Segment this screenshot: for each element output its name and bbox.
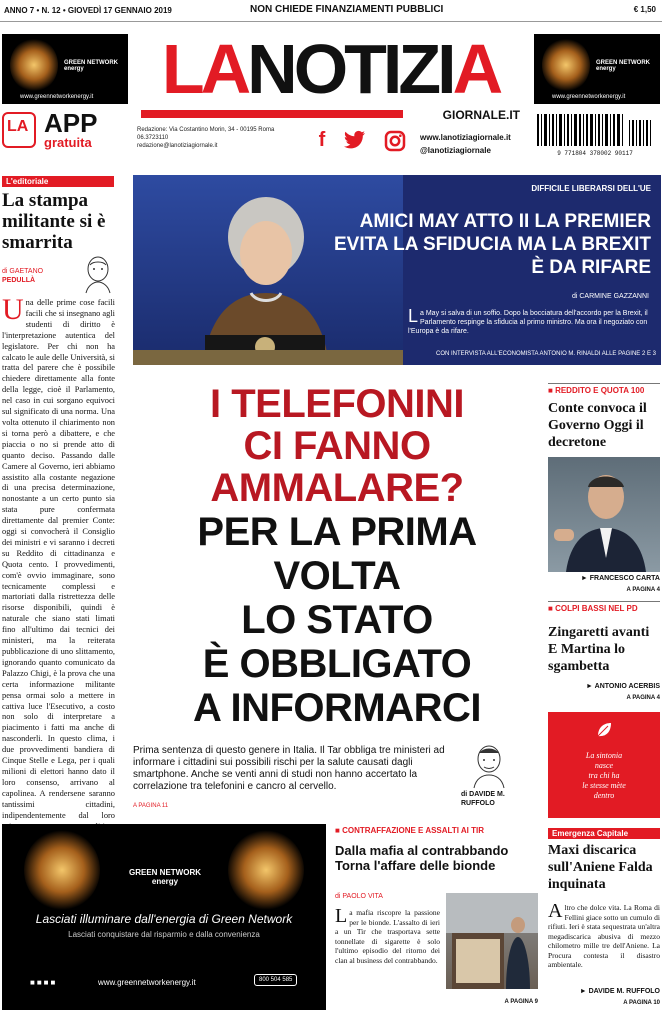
pd-title[interactable]: Zingaretti avanti E Martina lo sgambetta bbox=[548, 625, 650, 674]
bulb-icon bbox=[10, 38, 58, 92]
site-url[interactable]: www.lanotiziagiornale.it bbox=[420, 133, 511, 142]
bulb-icon bbox=[228, 830, 304, 910]
mafia-title[interactable]: Dalla mafia al contrabbando Torna l'affare delle bionde bbox=[335, 843, 509, 873]
ad-subtitle: Lasciati conquistare dal risparmio e dalla convenienza bbox=[68, 930, 260, 939]
mafia-author: di PAOLO VITA bbox=[335, 893, 383, 900]
promo-box[interactable]: La sintonia nasce tra chi ha le stesse mète dentro bbox=[548, 712, 660, 818]
may-story-block[interactable] bbox=[133, 175, 661, 365]
newspaper-logo[interactable]: LANOTIZIA bbox=[161, 30, 500, 108]
ad-brand: GREEN NETWORK energy bbox=[129, 868, 201, 886]
author-portrait bbox=[82, 255, 114, 293]
mafia-page[interactable]: A PAGINA 9 bbox=[504, 999, 538, 1005]
redazione-info: Redazione: Via Costantino Morin, 34 - 00195 Roma 06.3723110 redazione@lanotiziagiornale.it bbox=[137, 127, 275, 149]
twitter-icon[interactable] bbox=[344, 130, 364, 150]
conte-title[interactable]: Conte convoca il Governo Oggi il decretone bbox=[548, 401, 647, 450]
ad-brand: GREEN NETWORK energy bbox=[596, 60, 650, 72]
divider bbox=[548, 383, 660, 384]
ad-url: www.greennetworkenergy.it bbox=[98, 978, 196, 987]
main-author: di DAVIDE M. RUFFOLO bbox=[461, 791, 505, 807]
app-logo[interactable]: LA bbox=[2, 112, 36, 148]
barcode-numbers: 9 771804 378002 90117 bbox=[557, 150, 633, 157]
aniene-page[interactable]: A PAGINA 10 bbox=[623, 1000, 660, 1006]
issue-info: ANNO 7 • N. 12 • GIOVEDÌ 17 GENNAIO 2019 bbox=[4, 6, 172, 15]
conte-kicker: ■ REDDITO E QUOTA 100 bbox=[548, 386, 660, 395]
right-top-ad[interactable] bbox=[534, 34, 660, 104]
leaf-icon bbox=[548, 712, 660, 743]
may-description: La May si salva di un soffio. Dopo la bocciatura dell'accordo per la Brexit, il Parlamento respinge la sfiducia al primo ministro. Ma ora il negoziato con l'Europa è da rifare. bbox=[408, 306, 648, 335]
masthead bbox=[137, 30, 524, 122]
may-byline: di CARMINE GAZZANNI bbox=[571, 293, 649, 300]
may-footer: CON INTERVISTA ALL'ECONOMISTA ANTONIO M. RINALDI ALLE PAGINE 2 E 3 bbox=[436, 351, 656, 357]
author-portrait bbox=[468, 742, 510, 788]
bottom-ad[interactable] bbox=[2, 824, 326, 1010]
app-label[interactable]: APP gratuita bbox=[44, 108, 98, 150]
aniene-byline: ► DAVIDE M. RUFFOLO bbox=[579, 988, 660, 995]
barcode bbox=[533, 112, 657, 157]
divider bbox=[548, 601, 660, 602]
aniene-kicker: Emergenza Capitale bbox=[548, 828, 660, 839]
may-kicker: DIFFICILE LIBERARSI DELL'UE bbox=[531, 184, 651, 193]
may-headline[interactable]: AMICI MAY ATTO II LA PREMIER EVITA LA SFIDUCIA MA LA BREXIT È DA RIFARE bbox=[333, 211, 651, 278]
mafia-body: La mafia riscopre la passione per le bionde. L'assalto di ieri a un Tir che trasportava sette tonnellate di sigarette è solo l'ultimo episodio del ritorno dei clan al business del contrabbando. bbox=[335, 905, 440, 965]
editoriale-body: Una delle prime cose facili facili che si insegnano agli studenti di diritto è l'interpretazione autentica del legislatore. Per chi non ha calcato le aule delle Università, si tratta del parere che è possibile chiedere direttamente alla fonte della legge, cioè il Parlamento, nel caso in cui sorgano equivoci sul significato di una norma. Una volta ottenuto il chiarimento non si torna però a dibattere, e che piaccia o no si prende atto di quanto deciso. Passando dalle Camere al Governo, ieri abbiamo assistito alla costante negazione di una precisa determinazione, nonostante a un certo punto sia stata pure confermata direttamente dal premier Conte: oggi si convocherà il Consiglio dei ministri e vi saranno i decreti su Reddito di cittadinanza e Quota cento. I provvedimenti, com'è ovvio immaginare, sono tecnicamente complessi e martoriati dalla ristrettezza delle risorse disponibili, quindi è naturale che siano stati limati fino all'ultimo dai tecnici dei ministeri, ma la reiterata pubblicazione di uno slittamento, ignorando quanto comunicato da Palazzo Chigi, è la prova che una certa informazione militante pensa ormai solo a mettere in cattiva luce l'Esecutivo, a costo non solo di interpretare a piacimento i fatti ma anche di nasconderli. In questo clima, i due provvedimenti bandiera di Cinque Stelle e Lega, per i quali milioni di elettori hanno dato il loro consenso, arrivano al capolinea. A rendersene saranno tantissimi cittadini, indipendentemente dal loro bbox=[2, 293, 116, 820]
aniene-body: Altro che dolce vita. La Roma di Fellini giace sotto un cumulo di rifiuti. Ieri è stata sequestrata un'altra megadiscarica abusiva di mezzo chilometro mille tre dell'Aniene. La Procura contesta il disastro ambientale. bbox=[548, 900, 660, 969]
pd-byline: ► ANTONIO ACERBIS bbox=[586, 683, 660, 690]
main-page-ref[interactable]: A PAGINA 11 bbox=[133, 803, 169, 809]
main-headline-red[interactable]: I TELEFONINI CI FANNO AMMALARE? bbox=[210, 382, 464, 510]
instagram-icon[interactable] bbox=[384, 130, 404, 150]
editoriale-kicker: L'editoriale bbox=[2, 176, 114, 187]
conte-page[interactable]: A PAGINA 4 bbox=[626, 587, 660, 593]
mafia-kicker: ■ CONTRAFFAZIONE E ASSALTI AI TIR bbox=[335, 826, 484, 835]
twitter-handle[interactable]: @lanotiziagiornale bbox=[420, 146, 491, 155]
bulb-icon bbox=[542, 38, 590, 92]
giornale-label: GIORNALE.IT bbox=[442, 108, 520, 122]
site-links bbox=[420, 131, 511, 157]
mafia-photo bbox=[446, 893, 538, 989]
ad-tagline: Lasciati illuminare dall'energia di Green Network bbox=[35, 912, 293, 926]
bulb-icon bbox=[24, 830, 100, 910]
ad-url: www.greennetworkenergy.it bbox=[20, 94, 94, 100]
facebook-icon[interactable]: f bbox=[318, 129, 326, 151]
ad-phone: 800 504 585 bbox=[254, 974, 297, 986]
pd-page[interactable]: A PAGINA 4 bbox=[626, 695, 660, 701]
editoriale-author-by: di GAETANO bbox=[2, 268, 44, 275]
pd-kicker: ■ COLPI BASSI NEL PD bbox=[548, 604, 660, 613]
ad-url: www.greennetworkenergy.it bbox=[552, 94, 626, 100]
social-icons: ■■■■ bbox=[30, 978, 58, 987]
left-top-ad[interactable] bbox=[2, 34, 128, 104]
tagline: NON CHIEDE FINANZIAMENTI PUBBLICI bbox=[250, 4, 444, 15]
editoriale-author-name: PEDULLÀ bbox=[2, 277, 36, 284]
main-summary: Prima sentenza di questo genere in Italia. Il Tar obbliga tre ministeri ad informare i cittadini sui possibili rischi per la salute causati dagli smartphone. Anche se venti anni di studi non hanno accertato la correlazione tra telefonini e cancro al cervello. bbox=[133, 745, 445, 792]
editoriale-title[interactable]: La stampa militante si è smarrita bbox=[2, 190, 106, 253]
price: € 1,50 bbox=[633, 5, 656, 14]
ad-brand: GREEN NETWORK energy bbox=[64, 60, 118, 72]
conte-photo bbox=[548, 457, 660, 572]
aniene-title[interactable]: Maxi discarica sull'Aniene Falda inquinata bbox=[548, 843, 653, 892]
conte-byline: ► FRANCESCO CARTA bbox=[580, 575, 660, 582]
main-headline-black[interactable]: PER LA PRIMA VOLTA LO STATO È OBBLIGATO A INFORMARCI bbox=[192, 510, 482, 730]
top-bar bbox=[0, 0, 662, 22]
masthead-bar bbox=[141, 110, 403, 118]
